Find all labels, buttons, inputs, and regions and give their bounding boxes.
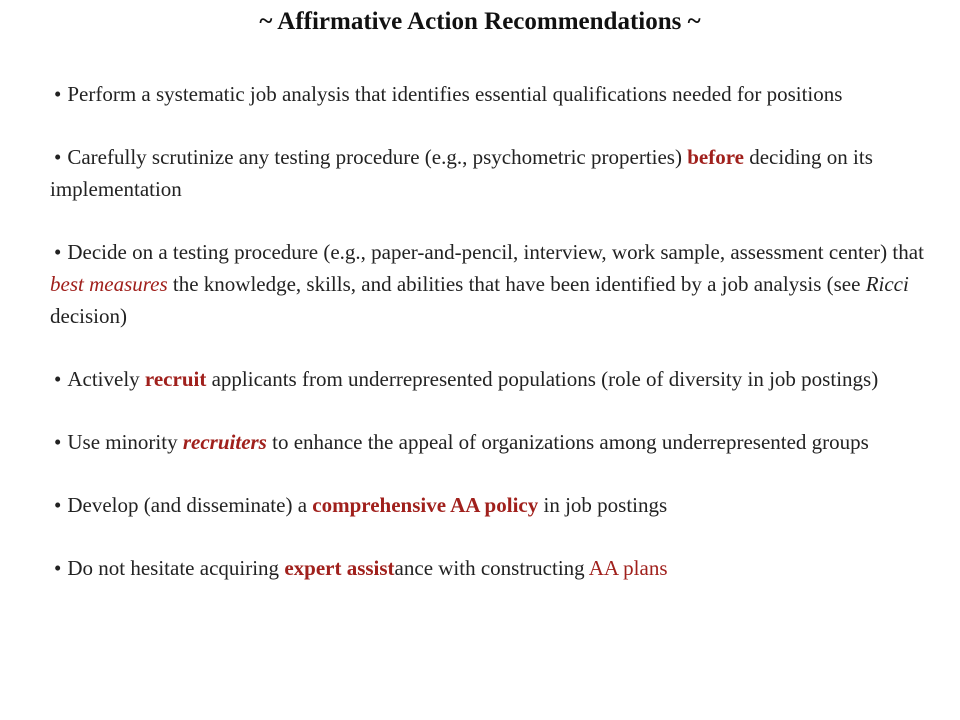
emphasis-text: Ricci: [865, 272, 909, 296]
item-text: in job postings: [538, 493, 668, 517]
recommendation-item: [50, 236, 950, 332]
recommendation-list: [50, 78, 950, 615]
recommendation-item: [50, 141, 950, 205]
bullet-marker: •: [54, 82, 62, 106]
item-text: Develop (and disseminate) a: [67, 493, 313, 517]
item-text: applicants from underrepresented populations (role of diversity in job postings): [206, 367, 879, 391]
slide-title: ~ Affirmative Action Recommendations ~: [259, 8, 701, 35]
emphasis-text: comprehensive AA policy: [312, 493, 539, 517]
item-text: Carefully scrutinize any testing procedure (e.g., psychometric properties): [67, 145, 688, 169]
bullet-marker: •: [54, 493, 62, 517]
item-text: decision): [50, 304, 127, 328]
recommendation-item: [50, 78, 950, 110]
recommendation-item: [50, 489, 950, 521]
bullet-marker: •: [54, 367, 62, 391]
emphasis-text: expert assist: [284, 556, 395, 580]
item-text: the knowledge, skills, and abilities that have been identified by a job analysis (see: [167, 272, 866, 296]
item-text: to enhance the appeal of organizations among underrepresented groups: [266, 430, 869, 454]
emphasis-text: recruiters: [182, 430, 267, 454]
item-text: Actively: [67, 367, 145, 391]
emphasis-text: AA plans: [588, 556, 668, 580]
emphasis-text: before: [687, 145, 744, 169]
item-text: Use minority: [67, 430, 183, 454]
bullet-marker: •: [54, 145, 62, 169]
emphasis-text: recruit: [144, 367, 207, 391]
emphasis-text: best measures: [50, 272, 168, 296]
bullet-marker: •: [54, 430, 62, 454]
recommendation-item: [50, 363, 950, 395]
item-text: Perform a systematic job analysis that identifies essential qualifications needed for positions: [67, 82, 843, 106]
bullet-marker: •: [54, 556, 62, 580]
item-text: Decide on a testing procedure (e.g., paper-and-pencil, interview, work sample, assessment center) that: [67, 240, 924, 264]
item-text: ance with constructing: [394, 556, 589, 580]
recommendation-item: [50, 426, 950, 458]
recommendation-item: [50, 552, 950, 584]
item-text: deciding on its implementation: [50, 145, 873, 201]
bullet-marker: •: [54, 240, 62, 264]
item-text: Do not hesitate acquiring: [67, 556, 285, 580]
